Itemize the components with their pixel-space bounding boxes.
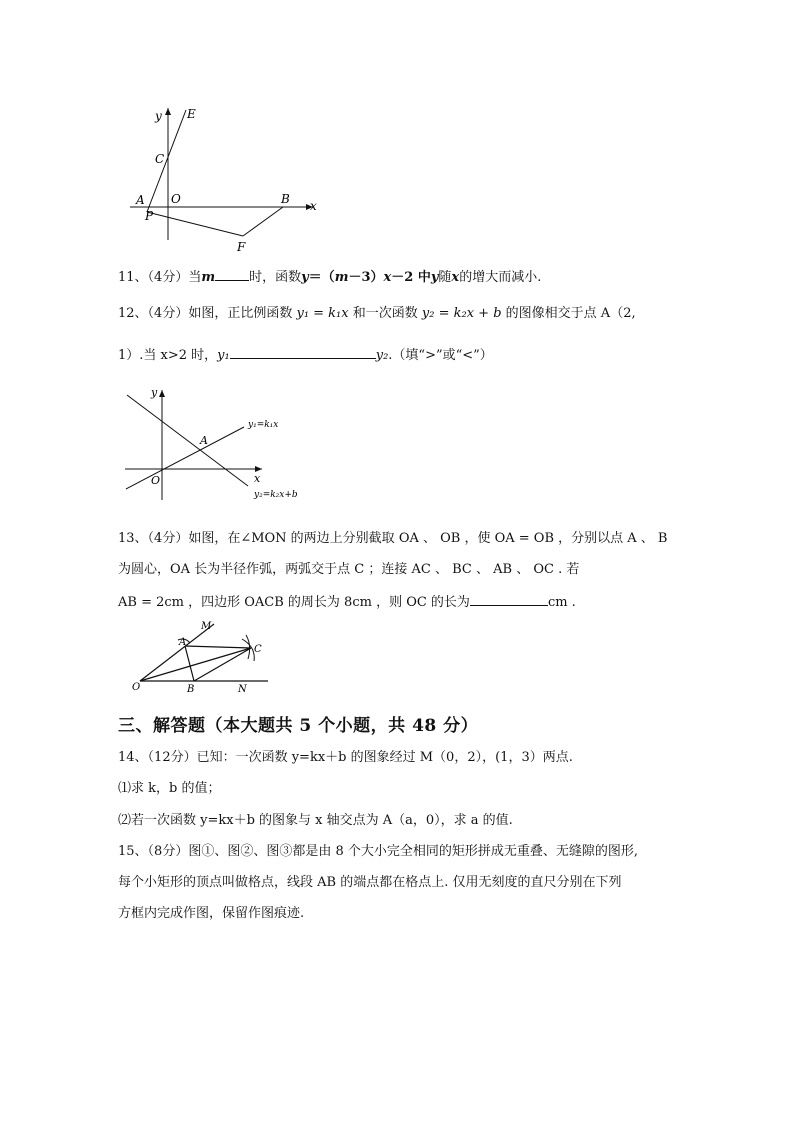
q11-text: 的增大而减小.: [459, 270, 542, 285]
q14-part-2-text: ⑵若一次函数 y=kx＋b 的图象与 x 轴交点为 A（a，0），求 a 的值.: [118, 813, 513, 828]
q15-text: 每个小矩形的顶点叫做格点，线段 AB 的端点都在格点上. 仅用无刻度的直尺分别在下列: [118, 875, 622, 890]
label-a: A: [136, 193, 145, 207]
q12-blank: [230, 346, 376, 359]
question-14-line-1: [118, 749, 573, 767]
label-line-y2: y₂=k₂x+b: [254, 490, 298, 500]
q13-text: cm .: [547, 595, 576, 610]
q11-text: ＝（: [308, 270, 335, 285]
segment-oc: [140, 648, 251, 681]
question-13-line-1: [118, 530, 668, 548]
q13-text: 为圆心，OA 长为半径作弧，两弧交于点 C ；连接 AC 、 BC 、 AB 、 OC . 若: [118, 562, 580, 577]
label-o: O: [151, 474, 161, 487]
q12-y1: y₁: [217, 348, 230, 363]
question-15-line-3: [118, 905, 304, 923]
q11-var-x2: x: [451, 270, 460, 285]
q11-var-y: y: [301, 270, 309, 285]
segment-pf: [147, 212, 243, 236]
segment-ab: [185, 646, 194, 681]
line-y1: [126, 427, 244, 489]
question-14-part-2: [118, 812, 513, 830]
ray-om: [140, 624, 214, 681]
q11-var-x: x: [383, 270, 392, 285]
label-a: A: [200, 434, 208, 447]
q11-num: 11、（4分）当: [118, 270, 202, 285]
label-n: N: [238, 684, 247, 695]
question-13-line-3: [118, 593, 576, 612]
section-3-heading: 三、解答题（本大题共 5 个小题，共 48 分）: [118, 716, 479, 736]
question-12-line-1: [118, 305, 636, 323]
figure-2-lines: [120, 382, 320, 502]
q13-text: 13、（4分）如图，在∠MON 的两边上分别截取 OA 、 OB ，使 OA = OB ，分别以点 A 、 B: [118, 531, 668, 546]
q12-formula-y1: y₁ = k₁x: [296, 306, 349, 321]
q12-y2: y₂: [375, 348, 389, 363]
q15-text: 15、（8分）图①、图②、图③都是由 8 个大小完全相同的矩形拼成无重叠、无缝隙的图形,: [118, 844, 638, 859]
label-x: x: [310, 199, 317, 213]
label-c: C: [254, 644, 262, 655]
q11-var-m2: m: [334, 270, 349, 285]
q12-text: 的图像相交于点 A（2,: [505, 306, 636, 321]
question-11: [118, 268, 541, 287]
segment-ac: [185, 646, 251, 648]
q12-formula-y2: y₂ = k₂x + b: [421, 306, 502, 321]
line-y2: [127, 395, 248, 486]
q13-text: AB = 2cm ，四边形 OACB 的周长为 8cm ，则 OC 的长为: [118, 595, 470, 610]
q11-blank: [215, 268, 249, 281]
label-line-y1: y₁=k₁x: [248, 420, 279, 430]
label-y: y: [155, 109, 162, 123]
question-15-line-1: [118, 843, 638, 861]
label-a: A: [179, 637, 187, 648]
label-x: x: [254, 472, 261, 485]
q12-text: 和一次函数: [352, 306, 418, 321]
segment-fb: [243, 207, 283, 236]
q11-var-y2: y: [430, 270, 439, 285]
arc-c1: [246, 635, 250, 659]
label-e: E: [187, 107, 196, 121]
q14-part-1-text: ⑴求 k，b 的值；: [118, 781, 221, 796]
question-12-line-2: [118, 346, 493, 365]
label-m: M: [201, 621, 212, 632]
q11-text: 随: [438, 270, 452, 285]
q11-var-m: m: [201, 270, 216, 285]
q11-text: －3）: [348, 270, 384, 285]
q12-text: 1）.当 x>2 时，: [118, 348, 218, 363]
figure-3-angle-construction: [128, 615, 288, 695]
label-b: B: [187, 684, 195, 695]
label-b: B: [281, 192, 290, 206]
label-c: C: [155, 152, 165, 166]
q11-text: －2 中: [391, 270, 431, 285]
q12-text: .（填“>”或“<”）: [388, 348, 493, 363]
q15-text: 方框内完成作图，保留作图痕迹.: [118, 906, 305, 921]
label-p: P: [145, 209, 154, 223]
question-14-part-1: [118, 780, 220, 798]
label-o: O: [171, 192, 181, 206]
figure-1-axes: [125, 100, 325, 260]
question-13-line-2: [118, 561, 579, 579]
label-o: O: [132, 682, 141, 693]
segment-bc: [194, 648, 251, 681]
q14-text: 14、（12分）已知：一次函数 y=kx＋b 的图象经过 M（0，2），(1，3）两点.: [118, 750, 573, 765]
question-15-line-2: [118, 874, 621, 892]
q13-blank: [470, 593, 548, 606]
q12-text: 12、（4分）如图，正比例函数: [118, 306, 293, 321]
label-f: F: [237, 240, 246, 254]
q11-text: 时，函数: [249, 270, 302, 285]
label-y: y: [151, 386, 158, 399]
